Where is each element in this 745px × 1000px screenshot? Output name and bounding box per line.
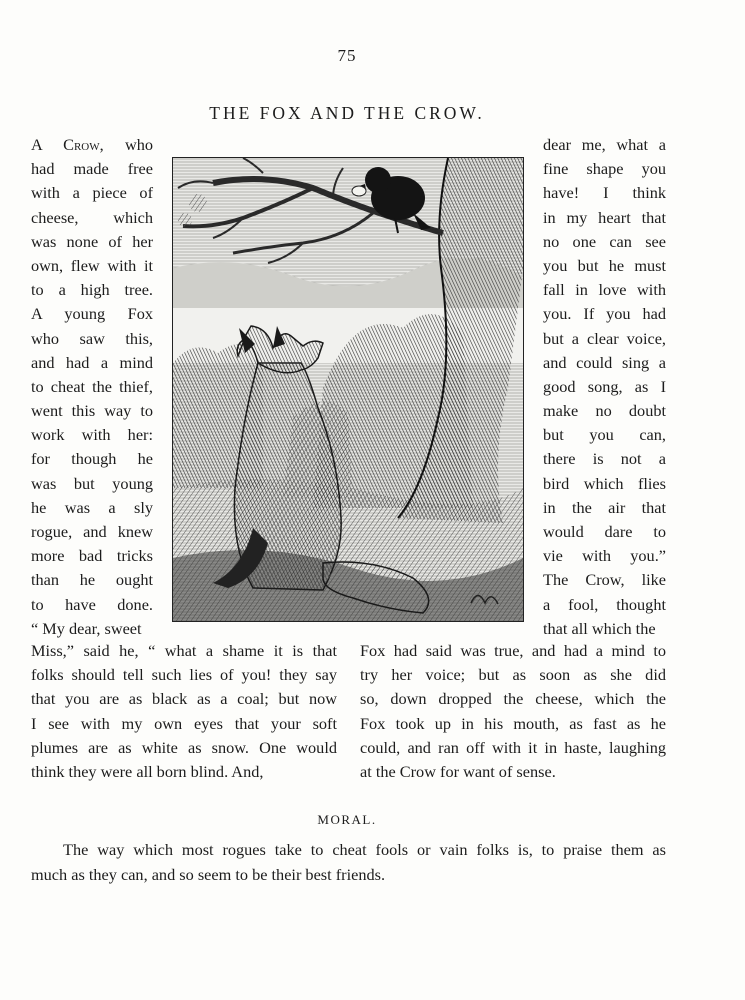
text-line: but a clear voice, bbox=[543, 328, 666, 348]
text-line: that you are as black as a coal; but now bbox=[31, 689, 337, 709]
text-line: was none of her bbox=[31, 231, 153, 251]
text-line: A young Fox bbox=[31, 304, 153, 324]
text-line: fine shape you bbox=[543, 159, 666, 179]
text-line: Miss,” said he, “ what a shame it is that bbox=[31, 641, 337, 660]
text-line: I see with my own eyes that your soft bbox=[31, 713, 337, 733]
fox-and-crow-illustration bbox=[172, 157, 524, 622]
text-line: vie with you.” bbox=[543, 546, 666, 566]
text-line: and had a mind bbox=[31, 352, 153, 372]
text-line: to have done. bbox=[31, 594, 153, 614]
text-line: Fox had said was true, and had a mind to bbox=[360, 641, 666, 660]
text-line: in my heart that bbox=[543, 207, 666, 227]
text-line: went this way to bbox=[31, 401, 153, 421]
text-line: a fool, thought bbox=[543, 594, 666, 614]
text-line: so, down dropped the cheese, which the bbox=[360, 689, 666, 709]
text-line: to cheat the thief, bbox=[31, 376, 153, 396]
text-line: no one can see bbox=[543, 231, 666, 251]
drop-small-caps: A Crow, bbox=[31, 135, 104, 154]
text-line: than he ought bbox=[31, 570, 153, 590]
page-number: 75 bbox=[337, 46, 357, 65]
text-line: good song, as I bbox=[543, 376, 666, 396]
text-line: but you can, bbox=[543, 425, 666, 445]
text-line: was but young bbox=[31, 473, 153, 493]
story-title: THE FOX AND THE CROW. bbox=[209, 103, 485, 123]
story-bottom-right bbox=[360, 639, 666, 784]
moral-line: much as they can, and so seem to be their best friends. bbox=[31, 864, 386, 884]
text-line: to a high tree. bbox=[31, 280, 153, 300]
text-line: rogue, and knew bbox=[31, 522, 153, 541]
text-line: who saw this, bbox=[31, 328, 153, 348]
text-line: Fox took up in his mouth, as fast as he bbox=[360, 713, 666, 733]
moral-heading: MORAL. bbox=[317, 812, 377, 827]
story-right-column bbox=[543, 133, 666, 641]
line-text: who bbox=[103, 135, 153, 154]
text-line: he was a sly bbox=[31, 497, 153, 517]
moral-line: The way which most rogues take to cheat fools or vain folks is, to praise them as bbox=[63, 840, 666, 859]
text-line: you but he must bbox=[543, 255, 666, 275]
text-line: try her voice; but as soon as she did bbox=[360, 665, 666, 685]
text-line: own, flew with it bbox=[31, 255, 153, 275]
text-line: and could sing a bbox=[543, 352, 666, 372]
text-line: more bad tricks bbox=[31, 546, 153, 566]
moral-text bbox=[31, 838, 666, 887]
text-line: bird which flies bbox=[543, 473, 666, 493]
text-line: you. If you had bbox=[543, 304, 666, 324]
text-line: had made free bbox=[31, 159, 153, 179]
text-line: “ My dear, sweet bbox=[31, 618, 142, 638]
text-line: think they were all born blind. And, bbox=[31, 761, 264, 781]
text-line: at the Crow for want of sense. bbox=[360, 761, 556, 781]
text-line: fall in love with bbox=[543, 280, 666, 300]
text-line: folks should tell such lies of you! they say bbox=[31, 665, 337, 685]
text-line: make no doubt bbox=[543, 401, 666, 421]
text-line: in the air that bbox=[543, 497, 666, 517]
text-line: The Crow, like bbox=[543, 570, 666, 590]
text-line: work with her: bbox=[31, 425, 153, 445]
text-line: there is not a bbox=[543, 449, 666, 469]
story-bottom-left bbox=[31, 639, 337, 784]
text-line bbox=[31, 133, 153, 157]
text-line: could, and ran off with it in haste, laughing bbox=[360, 737, 666, 757]
text-line: plumes are as white as snow. One would bbox=[31, 737, 337, 757]
text-line: with a piece of bbox=[31, 183, 153, 203]
text-line: dear me, what a bbox=[543, 135, 666, 154]
text-line: cheese, which bbox=[31, 207, 153, 227]
text-line: have! I think bbox=[543, 183, 666, 203]
story-left-column bbox=[31, 133, 153, 641]
text-line: that all which the bbox=[543, 618, 656, 638]
text-line: would dare to bbox=[543, 522, 666, 541]
text-line: for though he bbox=[31, 449, 153, 469]
